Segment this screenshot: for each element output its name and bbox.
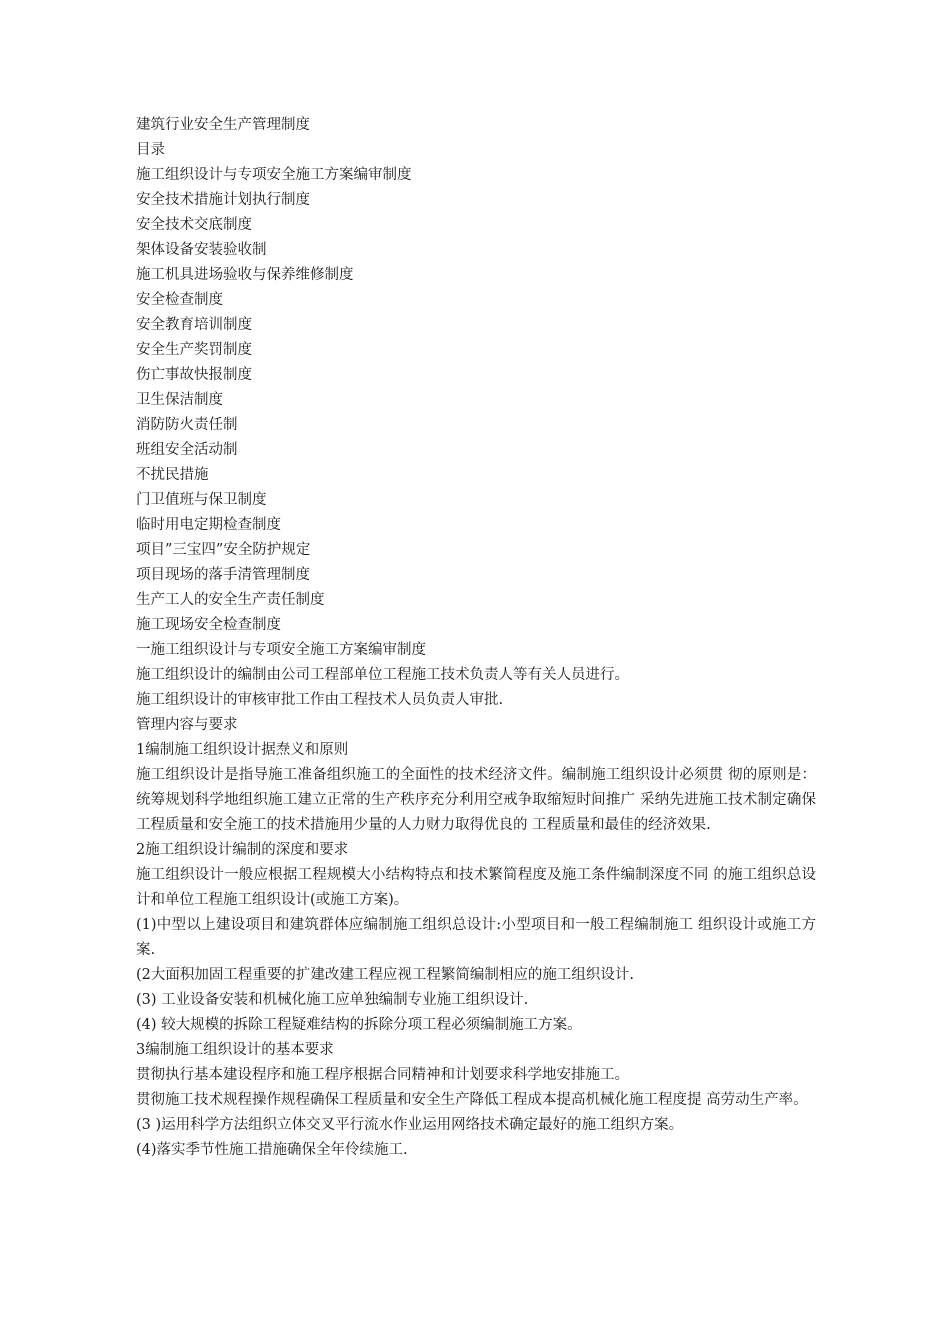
toc-item: 不扰民措施 [136, 467, 209, 483]
list-item: 贯彻执行基本建设程序和施工程序根据合同精神和计划要求科学地安排施工。 [136, 1067, 629, 1083]
list-item: (4)落实季节性施工措施确保全年伶续施工. [136, 1142, 408, 1158]
toc-item: 施工机具进场验收与保养维修制度 [136, 267, 354, 283]
list-item: (4) 较大规模的拆除工程疑难结构的拆除分项工程必须编制施工方案。 [136, 1017, 582, 1033]
toc-item: 施工现场安全检查制度 [136, 617, 281, 633]
body-paragraph: 施工组织设计是指导施工准备组织施工的全面性的技术经济文件。编制施工组织设计必须贯 彻的原则是：统筹规划科学地组织施工建立正常的生产秩序充分利用空戒争取缩短时间推广 采纳先进施工技术制定确保工程质量和安全施工的技术措施用少量的人力财力取得优良的 工程质量和最佳的经济效果. [136, 767, 816, 833]
list-item: (3) 工业设备安装和机械化施工应单独编制专业施工组织设计. [136, 992, 529, 1008]
toc-item: 生产工人的安全生产责任制度 [136, 592, 325, 608]
toc-item: 施工组织设计与专项安全施工方案编审制度 [136, 167, 412, 183]
toc-item: 项目现场的落手清管理制度 [136, 567, 310, 583]
toc-item: 班组安全活动制 [136, 442, 238, 458]
clause-heading: 2施工组织设计编制的深度和要求 [136, 842, 349, 858]
subsection-heading: 管理内容与要求 [136, 717, 238, 733]
body-line: 施工组织设计的审核审批工作由工程技术人员负责人审批. [136, 692, 504, 708]
toc-item: 安全检查制度 [136, 292, 223, 308]
clause-heading: 3编制施工组织设计的基本要求 [136, 1042, 334, 1058]
list-item: 贯彻施工技术规程操作规程确保工程质量和安全生产降低工程成本提高机械化施工程度提 高劳动生产率。 [136, 1092, 808, 1108]
toc-item: 项目”三宝四”安全防护规定 [136, 542, 311, 558]
toc-item: 安全教育培训制度 [136, 317, 252, 333]
document-page [136, 113, 816, 1163]
clause-heading: 1编制施工组织设计据焘义和原则 [136, 742, 349, 758]
toc-item: 卫生保洁制度 [136, 392, 223, 408]
section-heading: 一施工组织设计与专项安全施工方案编审制度 [136, 642, 426, 658]
document-title: 建筑行业安全生产管理制度 [136, 117, 310, 133]
body-paragraph: 施工组织设计一般应根据工程规模大小结构特点和技术繁简程度及施工条件编制深度不同 的施工组织总设计和单位工程施工组织设计(或施工方案)。 [136, 867, 816, 908]
toc-heading: 目录 [136, 142, 165, 158]
toc-item: 安全技术措施计划执行制度 [136, 192, 310, 208]
table-of-contents [136, 163, 816, 638]
toc-item: 伤亡事故快报制度 [136, 367, 252, 383]
toc-item: 临时用电定期检查制度 [136, 517, 281, 533]
list-item: (3 )运用科学方法组织立体交叉平行流水作业运用网络技术确定最好的施工组织方案。 [136, 1117, 684, 1133]
toc-item: 架体设备安装验收制 [136, 242, 267, 258]
list-item: (1)中型以上建设项目和建筑群体应编制施工组织总设计:小型项目和一般工程编制施工 组织设计或施工方案. [136, 917, 816, 958]
list-item: (2大面积加固工程重要的扩建改建工程应视工程繁简编制相应的施工组织设计. [136, 967, 634, 983]
toc-item: 门卫值班与保卫制度 [136, 492, 267, 508]
body-line: 施工组织设计的编制由公司工程部单位工程施工技术负责人等有关人员进行。 [136, 667, 629, 683]
toc-item: 消防防火责任制 [136, 417, 238, 433]
toc-item: 安全生产奖罚制度 [136, 342, 252, 358]
toc-item: 安全技术交底制度 [136, 217, 252, 233]
